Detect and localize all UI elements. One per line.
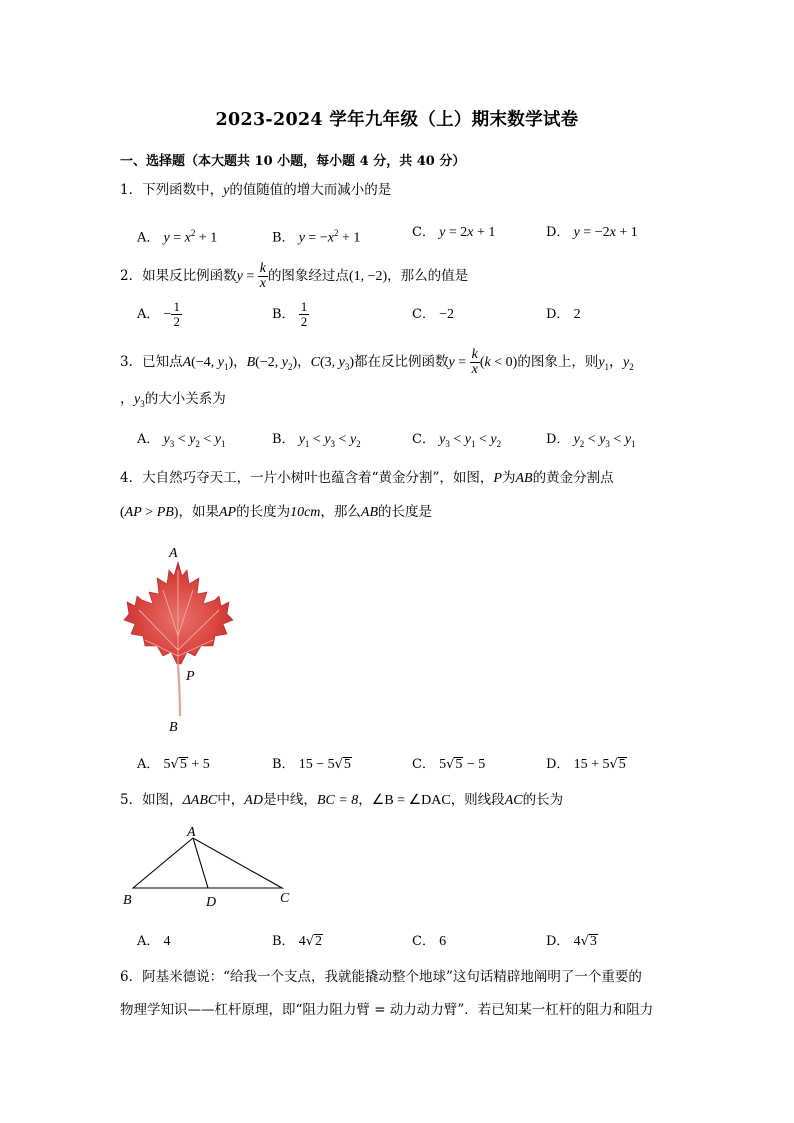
q4-option-c: C． 5√5 − 5 — [412, 757, 486, 772]
figure-label-c: C — [280, 891, 290, 906]
q2-option-d: D． 2 — [546, 307, 581, 322]
figure-label-d: D — [206, 895, 217, 910]
figure-label-a: A — [169, 546, 178, 561]
q1-option-c: C． y = 2x + 1 — [412, 225, 496, 240]
leaf-stem — [178, 664, 180, 716]
q2-option-b: B． $\frac{1}{2}$ — [272, 299, 308, 329]
triangle-abc — [133, 838, 282, 888]
q5-option-a: A． 4 — [137, 934, 171, 949]
question-4: 4．大自然巧夺天工，一片小树叶也蕴含着“黄金分割”，如图，P为AB的黄金分割点 — [120, 470, 614, 486]
question-6: 6．阿基米德说：“给我一个支点，我就能撬动整个地球”这句话精辟地阐明了一个重要的 — [120, 969, 642, 985]
q3-option-c: C． $y_3 < y_1 < y_2$ — [412, 432, 502, 449]
q2-option-a: A． − $\frac{1}{2}$ — [137, 299, 180, 329]
q5-option-d: D． 4√3 — [546, 934, 597, 949]
triangle-figure — [118, 822, 298, 912]
question-1: 1．下列函数中，y的值随值的增大而减小的是 — [120, 182, 392, 198]
figure-label-a: A — [187, 825, 196, 840]
question-5: 5．如图，ΔABC中，AD是中线，BC = 8，∠B = ∠DAC，则线段AC的长为 — [120, 792, 564, 808]
q5-option-b: B． 4√2 — [272, 934, 322, 949]
maple-leaf-figure — [115, 540, 240, 735]
q1-option-a: A． $y = x^2 + 1$ — [137, 228, 218, 246]
q1-option-d: D． y = −2x + 1 — [546, 225, 638, 240]
question-6-line2: 物理学知识——杠杆原理，即“阻力阻力臂 = 动力动力臂”．若已知某一杠杆的阻力和阻力 — [120, 1002, 654, 1018]
q3-option-b: B． $y_1 < y_3 < y_2$ — [272, 432, 361, 449]
figure-label-b: B — [169, 720, 178, 735]
q1-option-b: B． $y = -x^2 + 1$ — [272, 228, 361, 246]
question-3: 3．已知点A(−4, $y_1$)，B(−2, $y_2$)，C(3, $y_3$)都在反比例函数y = $\frac{k}{x}$ (k < 0)的图象上，则$y_1$，$y_2$ — [120, 347, 634, 377]
q4-option-b: B． 15 − 5√5 — [272, 757, 351, 772]
q5-option-c: C． 6 — [412, 934, 447, 949]
question-4-line2: (AP > PB)，如果AP的长度为10cm，那么AB的长度是 — [120, 504, 433, 520]
section-heading: 一、选择题（本大题共 10 小题，每小题 4 分，共 40 分） — [120, 154, 466, 169]
question-2: 2．如果反比例函数y = $\frac{k}{x}$ 的图象经过点(1, −2)，那么的值是 — [120, 261, 469, 291]
q3-option-d: D． $y_2 < y_3 < y_1$ — [546, 432, 636, 449]
q3-option-a: A． $y_3 < y_2 < y_1$ — [137, 432, 226, 449]
page-title: 2023-2024 学年九年级（上）期末数学试卷 — [215, 110, 579, 130]
q4-option-d: D． 15 + 5√5 — [546, 757, 626, 772]
q2-option-c: C． −2 — [412, 307, 454, 322]
figure-label-p: P — [186, 669, 195, 684]
question-3-line2: ，$y_3$的大小关系为 — [120, 391, 226, 409]
q4-option-a: A． 5√5 + 5 — [137, 757, 210, 772]
figure-label-b: B — [123, 893, 132, 908]
maple-leaf-shape — [124, 562, 233, 664]
